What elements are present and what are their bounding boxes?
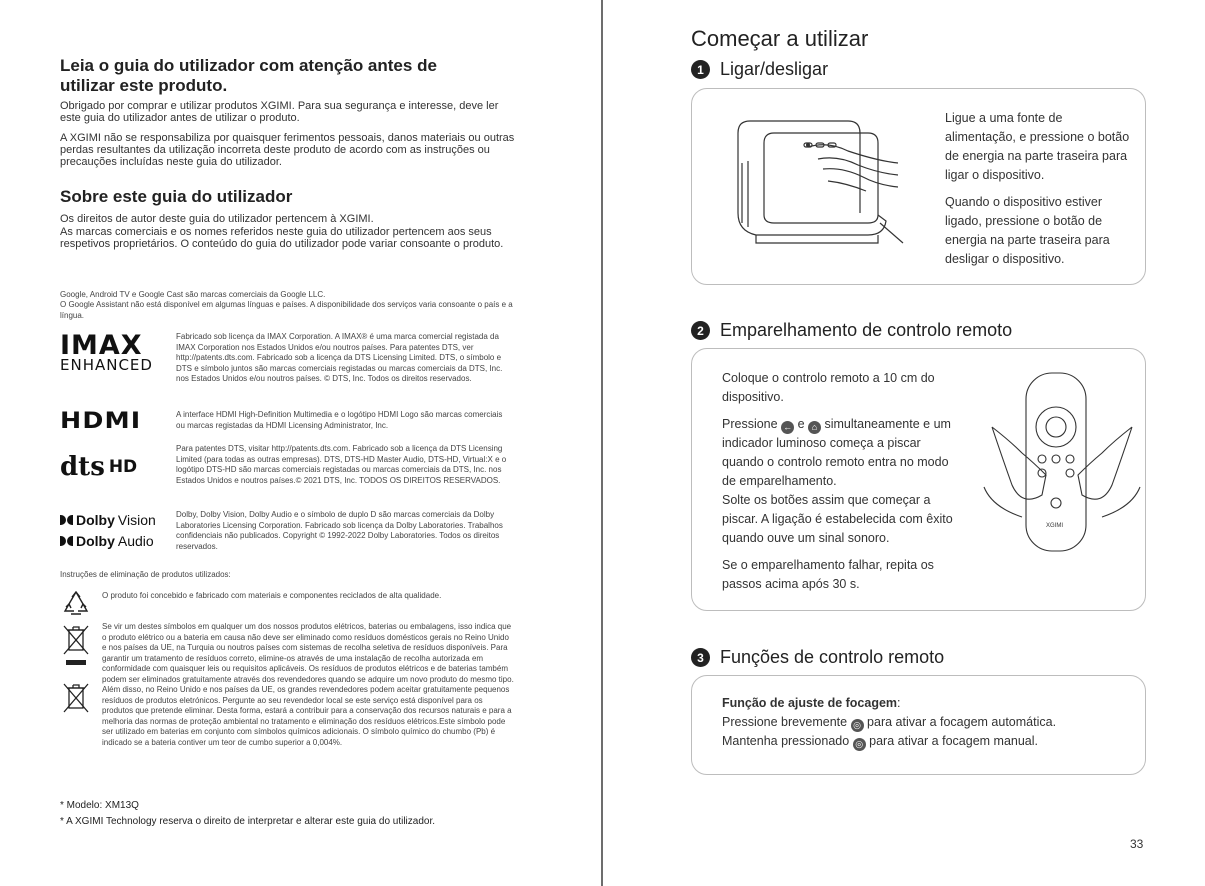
section-title: Emparelhamento de controlo remoto: [720, 320, 1013, 340]
getting-started-title: Começar a utilizar: [691, 26, 869, 51]
section-number: 3: [691, 648, 710, 667]
section-number: 1: [691, 60, 710, 79]
dts-hd-text: HD: [108, 457, 138, 477]
section-title: Funções de controlo remoto: [720, 647, 945, 667]
recycle-text: O produto foi concebido e fabricado com materiais e componentes reciclados de alta qualidade.: [102, 591, 442, 600]
intro-title: Leia o guia do utilizador com atenção antes de utilizar este produto.: [60, 56, 437, 95]
assistant-note: O Google Assistant não está disponível em algumas línguas e países. A disponibilidade dos serviços varia consoante o país e a língua.: [60, 300, 513, 320]
focus-instructions: [722, 694, 1122, 751]
model-note: * Modelo: XM13Q: [60, 800, 139, 811]
focus-label-colon: :: [897, 696, 901, 710]
focus-label: Função de ajuste de focagem: [722, 696, 898, 710]
about-paragraph-2: As marcas comerciais e os nomes referidos neste guia do utilizador pertencem aos seus respetivos proprietários. O conteúdo do guia do utilizador pode variar consoante o produto.: [60, 226, 504, 250]
google-note: Google, Android TV e Google Cast são marcas comerciais da Google LLC.: [60, 290, 326, 299]
focus-button-icon: ◎: [851, 719, 864, 732]
power-on-text: Ligue a uma fonte de alimentação, e pressione o botão de energia na parte traseira para ligar o dispositivo.: [945, 111, 1130, 182]
right-page: [603, 0, 1205, 886]
pairing-press-word: Pressione: [722, 417, 778, 431]
hdmi-logo-text: HDMI: [60, 408, 142, 434]
pairing-step-release: Solte os botões assim que começar a piscar. A ligação é estabelecida com êxito quando ouve um sinal sonoro.: [722, 493, 953, 545]
dolby-license-text: Dolby, Dolby Vision, Dolby Audio e o símbolo de duplo D são marcas comerciais da Dolby Laboratories Licensing Corporation. Fabricado sob licença da Dolby Laboratories. Trabalhos confidenciais não publicados. Copyright © 1992-2022 Dolby Laboratories. Todos os direitos reservados.: [176, 510, 503, 551]
crossed-bin-icon: [60, 622, 92, 668]
pairing-instructions: [722, 369, 962, 602]
section-title: Ligar/desligar: [720, 59, 829, 79]
reserve-note: * A XGIMI Technology reserva o direito de interpretar e alterar este guia do utilizador.: [60, 816, 436, 827]
pairing-card: [691, 348, 1146, 611]
section-number: 2: [691, 321, 710, 340]
crossed-bin-pb-icon: [60, 680, 92, 712]
pairing-step-distance: Coloque o controlo remoto a 10 cm do dispositivo.: [722, 371, 935, 404]
dts-logo-text: dts: [60, 452, 105, 482]
section-remote-functions: [691, 647, 944, 668]
pairing-step-press: [722, 415, 962, 491]
short-press-text: Pressione brevemente: [722, 715, 848, 729]
hdmi-logo: [60, 410, 164, 432]
power-card: [691, 88, 1146, 285]
focus-card: [691, 675, 1146, 775]
home-button-icon: ⌂: [808, 421, 821, 434]
dts-hd-logo: [60, 450, 164, 484]
pairing-press-rest: simultaneamente e um indicador luminoso começa a piscar quando o controlo remoto entra no modo de emparelhamento.: [722, 417, 951, 488]
imax-logo-line2: ENHANCED: [60, 356, 153, 374]
long-press-text: Mantenha pressionado: [722, 734, 850, 748]
manual-focus-text: para ativar a focagem manual.: [869, 734, 1038, 748]
dolby-vision-word: Vision: [117, 512, 156, 528]
imax-logo-line1: IMAX: [60, 330, 143, 361]
back-button-icon: ←: [783, 422, 793, 432]
remote-brand-label: XGIMI: [1046, 523, 1064, 529]
intro-paragraph-2: A XGIMI não se responsabiliza por quaisquer ferimentos pessoais, danos materiais ou outras perdas resultantes da utilização incorreta deste produto de acordo com as instruções ou precauções incluídas neste guia do utilizador.: [60, 132, 515, 168]
autofocus-text: para ativar a focagem automática.: [867, 715, 1057, 729]
about-paragraph-1: Os direitos de autor deste guia do utilizador pertencem à XGIMI.: [60, 213, 374, 225]
left-page: [0, 0, 601, 886]
double-d-icon: [60, 515, 73, 525]
recycle-icon: [60, 588, 92, 620]
pairing-retry: Se o emparelhamento falhar, repita os passos acima após 30 s.: [722, 558, 934, 591]
imax-license-text: Fabricado sob licença da IMAX Corporation. A IMAX® é uma marca comercial registada da IMAX Corporation nos Estados Unidos e/ou noutros países. Para patentes DTS, ver http://patents.dts.com. Fabricado sob a licença da DTS Licensing Limited. DTS, o símbolo e DTS e símbolo juntos são marcas comerciais registadas ou marcas comerciais da DTS, Inc. nos Estados Unidos e/ou noutros países. © DTS, Inc. Todos os direitos reservados.: [176, 332, 503, 383]
section-pairing: [691, 320, 1012, 341]
dolby-audio-logo: [60, 532, 164, 550]
hdmi-license-text: A interface HDMI High-Definition Multimedia e o logótipo HDMI Logo são marcas comerciais ou marcas registadas da HDMI Licensing Administrator, Inc.: [176, 410, 503, 430]
dolby-audio-brand: Dolby: [76, 533, 115, 549]
weee-text: Se vir um destes símbolos em qualquer um dos nossos produtos elétricos, baterias ou embalagens, isso indica que o produto elétrico ou a bateria em causa não deve ser eliminado como resíduos domésticos gerais no Reino Unido e nos países da UE, na Turquia ou noutros países com sistemas de recolha seletiva de resíduos disponíveis. Para garantir um tratamento de resíduos correto, elimine-os através de uma instalação de recolha autorizada em conformidade com quaisquer leis ou requisitos aplicáveis. Os resíduos de produtos elétricos e de baterias também podem ser eliminados gratuitamente através dos revendedores quando se adquire um novo produto do mesmo tipo. Além disso, no Reino Unido e nos países da UE, os grandes revendedores podem aceitar gratuitamente pequenos resíduos de produtos eletrónicos. Pergunte ao seu revendedor local se este serviço está disponível para os produtos que pretende eliminar. Desta forma, estará a contribuir para a conservação dos recursos naturais e para a melhoria das normas de proteção ambiental no tratamento e eliminação dos resíduos elétricos.Este símbolo pode ser utilizado em baterias em conjunto com símbolos químicos adicionais. O símbolo químico do chumbo (Pb) é indicado se a bateria contiver um teor de cumbo superior a 0,004%.: [102, 622, 514, 747]
projector-illustration: [728, 103, 913, 263]
power-instructions: [945, 109, 1135, 277]
remote-hands-illustration: [982, 367, 1142, 557]
dolby-vision-logo: [60, 511, 164, 529]
dolby-audio-word: Audio: [117, 533, 154, 549]
pairing-and-word: e: [797, 417, 805, 431]
imax-enhanced-logo: [60, 330, 164, 374]
double-d-icon: [60, 536, 73, 546]
intro-paragraph-1: Obrigado por comprar e utilizar produtos XGIMI. Para sua segurança e interesse, deve ler este guia do utilizador antes de utilizar o produto.: [60, 100, 499, 124]
dolby-vision-brand: Dolby: [76, 512, 115, 528]
section-power: [691, 59, 828, 80]
about-title: Sobre este guia do utilizador: [60, 187, 293, 206]
focus-button-icon: ◎: [853, 738, 866, 751]
dts-license-text: Para patentes DTS, visitar http://patents.dts.com. Fabricado sob a licença da DTS Licensing Limited (para todas as outras empresas). DTS, DTS-HD Master Audio, DTS-HD, Virtual:X e o logótipo DTS-HD são marcas comerciais registadas ou marcas comerciais da DTS, Inc. nos Estados Unidos e noutros países.© 2021 DTS, Inc. TODOS OS DIREITOS RESERVADOS.: [176, 444, 507, 485]
power-off-text: Quando o dispositivo estiver ligado, pressione o botão de energia na parte traseira para desligar o dispositivo.: [945, 195, 1110, 266]
page-number: 33: [1130, 837, 1144, 851]
disposal-title: Instruções de eliminação de produtos utilizados:: [60, 570, 231, 579]
